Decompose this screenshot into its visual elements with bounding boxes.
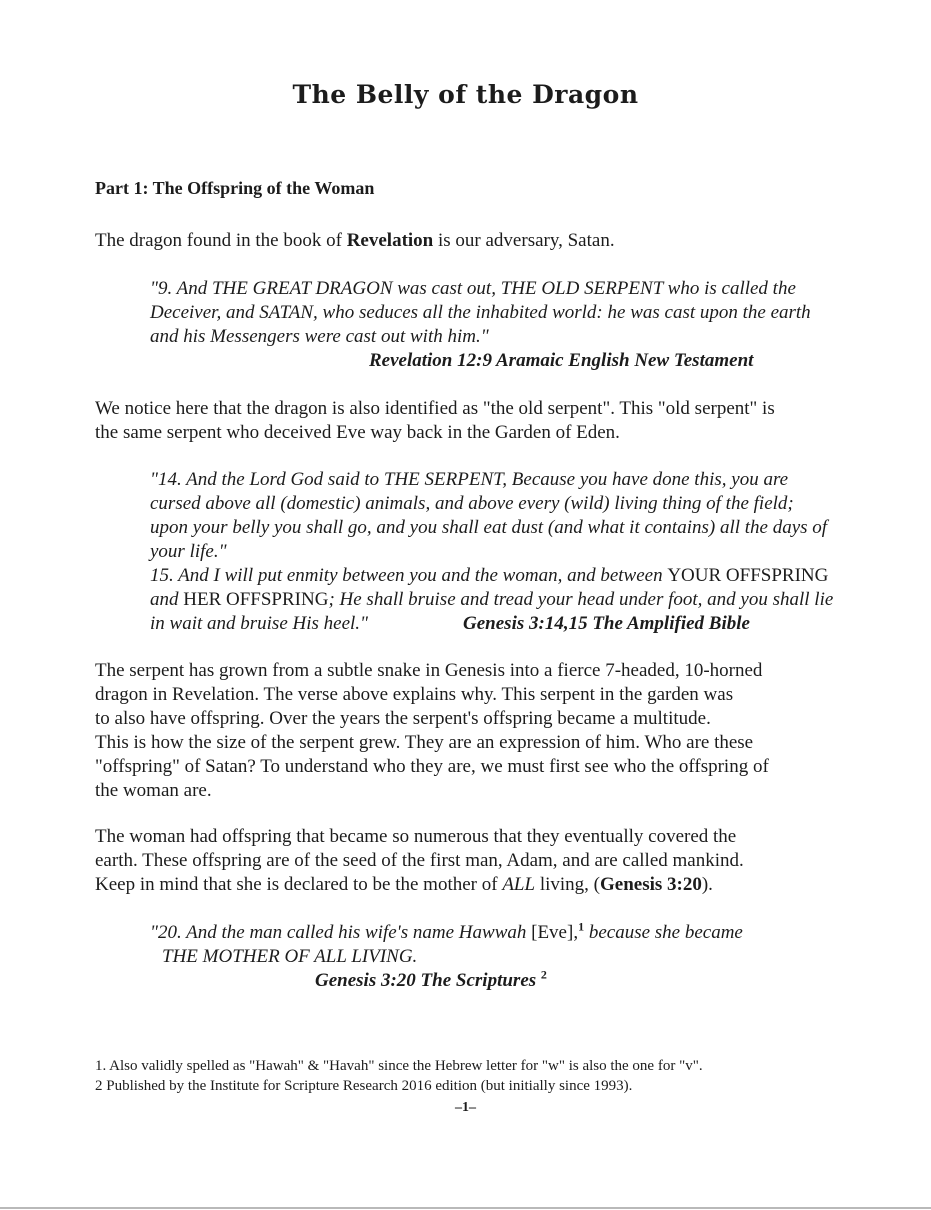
quote-genesis-3-14: "14. And the Lord God said to THE SERPENT, Because you have done this, you are cursed above all (domestic) animals, and above every (wild) living thing of the field; upon your belly you shall go, and you shall eat dust (and what it contains) all the days of your life." 15. And I will put enmity between you and the woman, and between YOUR OFFSPRING and HER OFFSPRING; He shall bruise and tread your head under foot, and you shall lie in wait and bruise His heel." Genesis 3:14,15 The Amplified Bible: [150, 469, 834, 634]
section-heading: Part 1: The Offspring of the Woman: [95, 178, 375, 198]
paragraph-3: The serpent has grown from a subtle snake in Genesis into a fierce 7-headed, 10-horned dragon in Revelation. The verse above explains why. This serpent in the garden was to also have offspring. Over the years the serpent's offspring became a multitude. This is how the size of the serpent grew. They are an expression of him. Who are these "offspring" of Satan? To understand who they are, we must first see who the offspring of the woman are.: [95, 660, 769, 801]
book-name: Revelation: [346, 230, 434, 251]
citation-genesis-3-14: Genesis 3:14,15 The Amplified Bible: [463, 613, 750, 634]
citation-revelation: Revelation 12:9 Aramaic English New Testament: [369, 350, 754, 371]
page-number: –1–: [455, 1100, 476, 1115]
footnote-2: 2 Published by the Institute for Scripture Research 2016 edition (but initially since 1993).: [95, 1078, 633, 1094]
page-bottom-divider: [0, 1207, 931, 1209]
quote-genesis-3-20: "20. And the man called his wife's name Hawwah [Eve],$^1$ because she became THE MOTHER OF ALL LIVING. Genesis 3:20 The Scriptures $^2$: [150, 919, 743, 991]
quote-revelation: "9. And THE GREAT DRAGON was cast out, THE OLD SERPENT who is called the Deceiver, and SATAN, who seduces all the inhabited world: he was cast upon the earth and his Messengers were cast out with him." Revelation 12:9 Aramaic English New Testament: [150, 277, 855, 373]
paragraph-2: We notice here that the dragon is also identified as "the old serpent". This "old serpent" is the same serpent who deceived Eve way back in the Garden of Eden.: [95, 398, 775, 443]
paragraph-1: The dragon found in the book of Revelation is our adversary, Satan.: [95, 230, 615, 251]
footnote-1: 1. Also validly spelled as "Hawah" & "Havah" since the Hebrew letter for "w" is also the one for "v".: [95, 1058, 703, 1074]
citation-genesis-3-20: Genesis 3:20 The Scriptures: [315, 970, 537, 991]
page-title: The Belly of the Dragon: [292, 80, 639, 109]
footnote-ref-2: 2: [540, 967, 547, 982]
paragraph-4: The woman had offspring that became so numerous that they eventually covered the earth. These offspring are of the seed of the first man, Adam, and are called mankind. Keep in mind that she is declared to be the mother of ALL living, (Genesis 3:20).: [95, 826, 744, 895]
footnote-ref-1: 1: [578, 919, 585, 934]
